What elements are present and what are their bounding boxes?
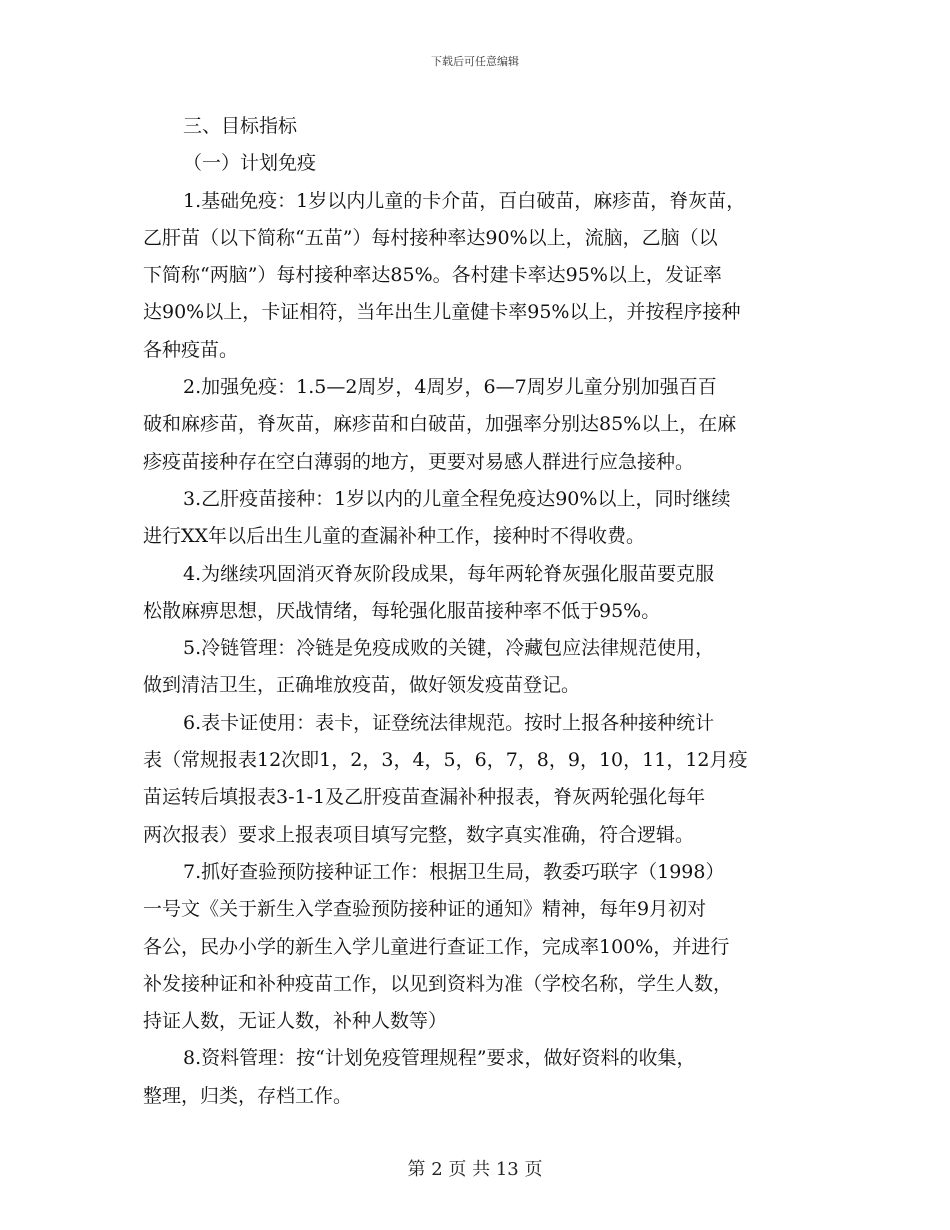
text-line: （一）计划免疫	[183, 152, 317, 175]
text-line: 两次报表）要求上报表项目填写完整，数字真实准确，符合逻辑。	[143, 823, 695, 846]
text-line: 达90%以上，卡证相符，当年出生儿童健卡率95%以上，并按程序接种	[143, 301, 741, 324]
text-line: 5.冷链管理：冷链是免疫成败的关键，冷藏包应法律规范使用，	[183, 637, 715, 660]
text-line: 各种疫苗。	[143, 338, 239, 361]
text-line: 各公，民办小学的新生入学儿童进行查证工作，完成率100%，并进行	[143, 935, 730, 958]
text-line: 整理，归类，存档工作。	[143, 1084, 353, 1107]
text-line: 持证人数，无证人数，补种人数等）	[143, 1010, 448, 1033]
text-line: 6.表卡证使用：表卡，证登统法律规范。按时上报各种接种统计	[183, 711, 715, 734]
text-line: 2.加强免疫：1.5—2周岁，4周岁，6—7周岁儿童分别加强百百	[183, 376, 717, 399]
page-footer: 第 2 页 共 13 页	[407, 1159, 543, 1180]
text-line: 补发接种证和补种疫苗工作，以见到资料为准（学校名称，学生人数，	[143, 972, 733, 995]
text-line: 破和麻疹苗，脊灰苗，麻疹苗和白破苗，加强率分别达85%以上，在麻	[143, 413, 737, 436]
text-line: 乙肝苗（以下简称“五苗”）每村接种率达90%以上，流脑，乙脑（以	[143, 226, 718, 249]
text-line: 3.乙肝疫苗接种：1岁以内的儿童全程免疫达90%以上，同时继续	[183, 487, 731, 510]
text-line: 疹疫苗接种存在空白薄弱的地方，更要对易感人群进行应急接种。	[143, 450, 695, 473]
text-line: 下简称“两脑”）每村接种率达85%。各村建卡率达95%以上，发证率	[143, 264, 722, 287]
text-line: 表（常规报表12次即1，2，3，4，5，6，7，8，9，10，11，12月疫	[143, 749, 748, 772]
text-line: 7.抓好查验预防接种证工作：根据卫生局，教委巧联字（1998）	[183, 860, 725, 883]
text-line: 三、目标指标	[183, 115, 298, 137]
text-line: 进行XX年以后出生儿童的查漏补种工作，接种时不得收费。	[143, 525, 646, 548]
text-line: 苗运转后填报表3-1-1及乙肝疫苗查漏补种报表，脊灰两轮强化每年	[143, 786, 706, 809]
page-header: 下载后可任意编辑	[431, 55, 519, 68]
text-line: 一号文《关于新生入学查验预防接种证的通知》精神，每年9月初对	[143, 898, 707, 921]
text-line: 4.为继续巩固消灭脊灰阶段成果，每年两轮脊灰强化服苗要克服	[183, 562, 715, 585]
text-line: 8.资料管理：按“计划免疫管理规程”要求，做好资料的收集，	[183, 1047, 696, 1070]
text-line: 做到清洁卫生，正确堆放疫苗，做好领发疫苗登记。	[143, 674, 581, 697]
text-line: 松散麻痹思想，厌战情绪，每轮强化服苗接种率不低于95%。	[143, 599, 661, 622]
text-line: 1.基础免疫：1岁以内儿童的卡介苗，百白破苗，麻疹苗，脊灰苗，	[183, 189, 746, 212]
document-body	[143, 108, 843, 1115]
